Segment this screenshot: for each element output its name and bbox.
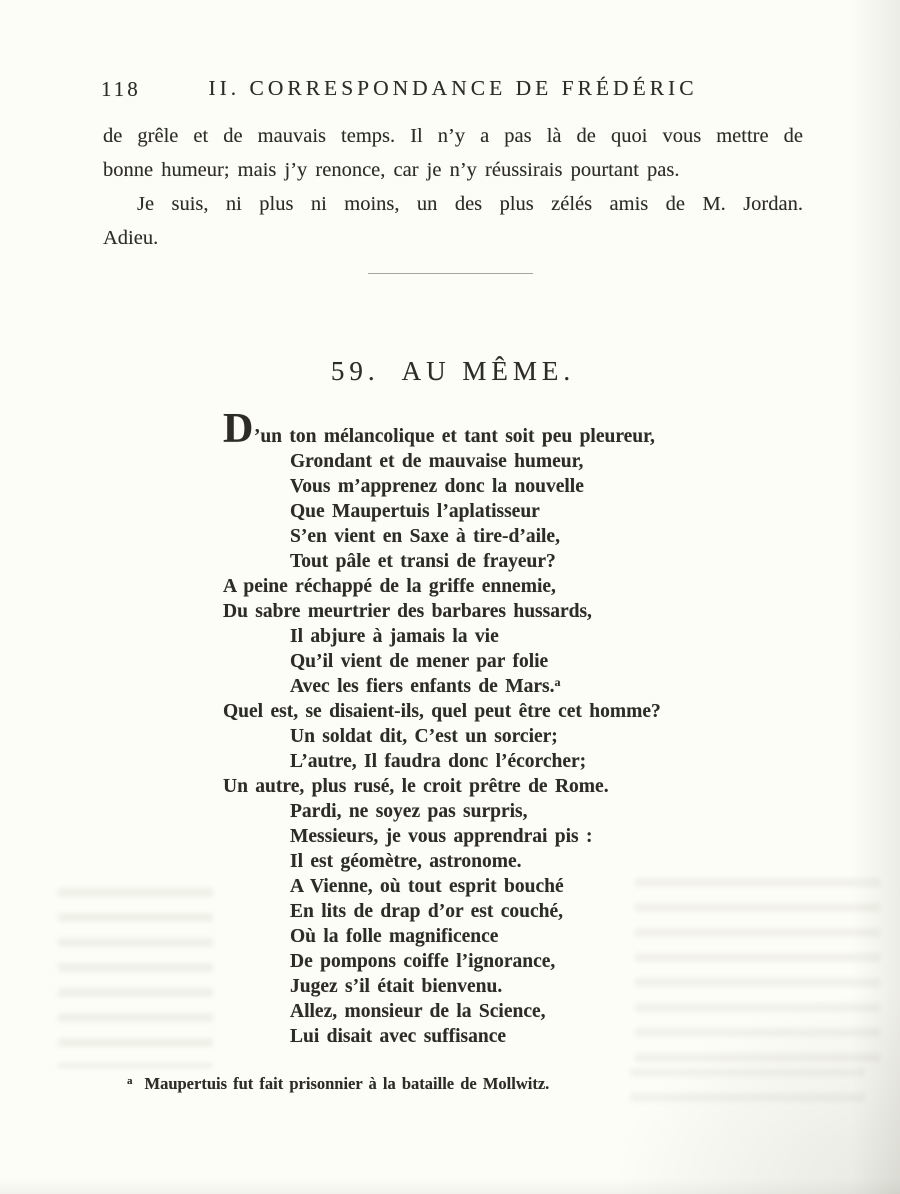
poem-line-text: Messieurs, je vous apprendrai pis : bbox=[290, 826, 593, 847]
poem-line bbox=[223, 599, 823, 624]
poem-line-text: Tout pâle et transi de frayeur? bbox=[290, 551, 556, 572]
running-header bbox=[103, 76, 803, 104]
page-corner-shadow bbox=[620, 994, 900, 1194]
section-heading bbox=[103, 356, 803, 387]
poem-line-text: Allez, monsieur de la Science, bbox=[290, 1001, 546, 1022]
poem-line bbox=[223, 406, 823, 452]
footnote-marker: a bbox=[127, 1075, 133, 1087]
page-edge-shadow-bottom bbox=[0, 1178, 900, 1194]
prose-line: Je suis, ni plus ni moins, un des plus zélés amis de M. Jordan. bbox=[137, 193, 803, 215]
poem-line bbox=[223, 799, 823, 824]
poem-line-text: Lui disait avec suffisance bbox=[290, 1026, 507, 1047]
section-divider bbox=[368, 273, 533, 274]
poem-line-text: A peine réchappé de la griffe ennemie, bbox=[223, 576, 556, 597]
prose-line: de grêle et de mauvais temps. Il n’y a pas là de quoi vous mettre de bbox=[103, 125, 803, 147]
footnote bbox=[127, 1074, 549, 1094]
poem-line-text: Quel est, se disaient-ils, quel peut être cet homme? bbox=[223, 701, 661, 722]
poem-line bbox=[223, 699, 823, 724]
poem-line bbox=[223, 774, 823, 799]
poem-line bbox=[223, 449, 823, 474]
poem-line bbox=[223, 749, 823, 774]
poem-line-text: De pompons coiffe l’ignorance, bbox=[290, 951, 556, 972]
poem-line-text: Un soldat dit, C’est un sorcier; bbox=[290, 726, 558, 747]
running-header-title: II. CORRESPONDANCE DE FRÉDÉRIC bbox=[208, 76, 698, 100]
footnote-reference: a bbox=[554, 675, 561, 689]
poem-line-text: Qu’il vient de mener par folie bbox=[290, 651, 549, 672]
letter-ending bbox=[103, 119, 803, 255]
section-title: AU MÊME. bbox=[401, 356, 576, 386]
poem-line bbox=[223, 549, 823, 574]
footnote-text: Maupertuis fut fait prisonnier à la bataille de Mollwitz. bbox=[144, 1074, 550, 1093]
poem-line-text: Jugez s’il était bienvenu. bbox=[290, 976, 503, 997]
poem-line-text: Un autre, plus rusé, le croit prêtre de Rome. bbox=[223, 776, 609, 797]
poem-line bbox=[223, 849, 823, 874]
poem-line bbox=[223, 674, 823, 699]
poem-line bbox=[223, 499, 823, 524]
poem-line bbox=[223, 624, 823, 649]
poem-line bbox=[223, 474, 823, 499]
prose-line: Adieu. bbox=[103, 227, 159, 249]
poem-line-text: En lits de drap d’or est couché, bbox=[290, 901, 564, 922]
poem-line-text: Pardi, ne soyez pas surpris, bbox=[290, 801, 528, 822]
poem-line bbox=[223, 524, 823, 549]
poem-line-text: Il est géomètre, astronome. bbox=[290, 851, 522, 872]
poem-line bbox=[223, 649, 823, 674]
poem-line bbox=[223, 724, 823, 749]
poem-line-text: Grondant et de mauvaise humeur, bbox=[290, 451, 584, 472]
poem-line bbox=[223, 824, 823, 849]
page-number: 118 bbox=[101, 77, 141, 101]
poem-line-text: Il abjure à jamais la vie bbox=[290, 626, 499, 647]
poem-line-text: Que Maupertuis l’aplatisseur bbox=[290, 501, 540, 522]
section-number: 59. bbox=[330, 356, 380, 386]
poem-line-text: Où la folle magnificence bbox=[290, 926, 499, 947]
poem-line-text: A Vienne, où tout esprit bouché bbox=[290, 876, 564, 897]
prose-line: bonne humeur; mais j’y renonce, car je n’y réussirais pourtant pas. bbox=[103, 159, 680, 181]
poem-line-text: Du sabre meurtrier des barbares hussards, bbox=[223, 601, 592, 622]
drop-cap: D bbox=[223, 406, 254, 452]
poem-line bbox=[223, 574, 823, 599]
bleedthrough-left-margin bbox=[58, 888, 213, 1068]
poem-line-text: Vous m’apprenez donc la nouvelle bbox=[290, 476, 584, 497]
poem-line-text: L’autre, Il faudra donc l’écorcher; bbox=[290, 751, 587, 772]
poem-line-text: ’un ton mélancolique et tant soit peu pleureur, bbox=[253, 426, 655, 447]
poem-line-text: Avec les fiers enfants de Mars. bbox=[290, 676, 555, 697]
poem-line-text: S’en vient en Saxe à tire-d’aile, bbox=[290, 526, 560, 547]
